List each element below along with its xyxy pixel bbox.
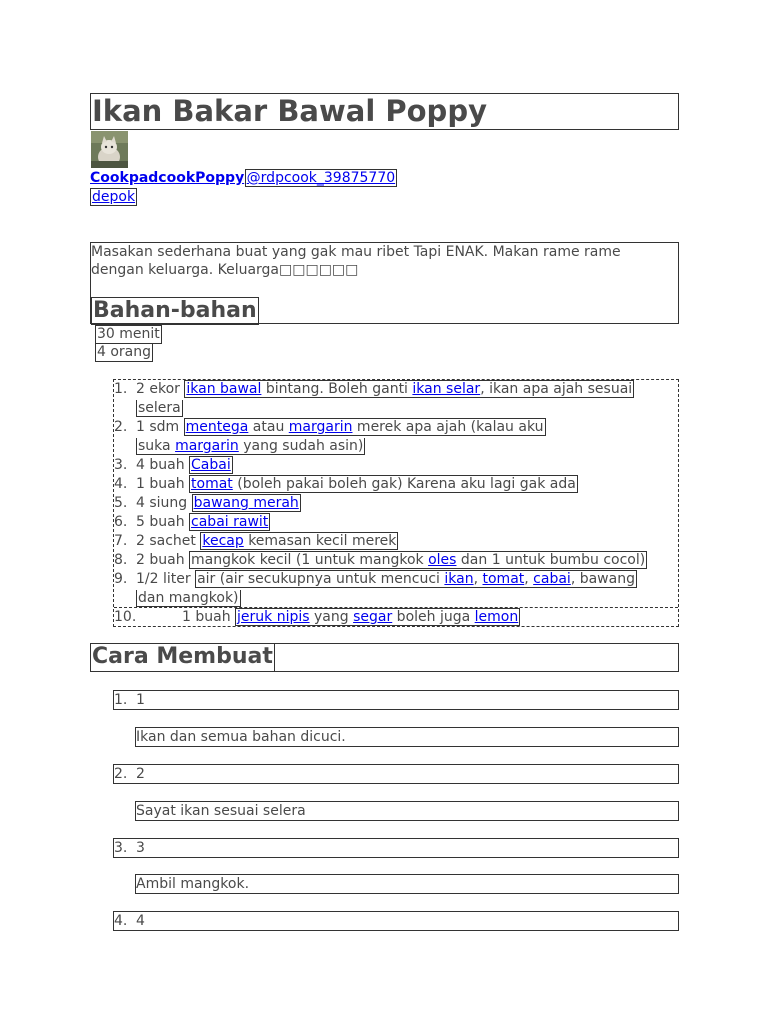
description-line-1: Masakan sederhana buat yang gak mau ribet Tapi ENAK. Makan rame rame bbox=[91, 244, 621, 260]
recipe-title: Ikan Bakar Bawal Poppy bbox=[90, 93, 679, 130]
ingredient-text: 2 sachet kecap kemasan kecil merek bbox=[136, 533, 397, 549]
ingredient-number: 1. bbox=[114, 381, 128, 397]
ingredient-link[interactable]: mentega bbox=[185, 419, 249, 435]
steps-heading bbox=[90, 643, 679, 672]
location-link[interactable] bbox=[90, 188, 137, 206]
step-index: 4 bbox=[136, 913, 145, 929]
step-number-row bbox=[113, 911, 679, 931]
ingredient-link[interactable]: lemon bbox=[474, 609, 519, 625]
step-index: 3 bbox=[136, 840, 145, 856]
author-location bbox=[90, 188, 137, 206]
description-line-2: dengan keluarga. Keluarga□□□□□□ bbox=[91, 262, 359, 278]
ingredient-number: 9. bbox=[114, 571, 128, 587]
ingredient-text-cont: suka margarin yang sudah asin) bbox=[138, 438, 364, 454]
ingredient-text: 4 buah Cabai bbox=[136, 457, 231, 473]
ingredient-link[interactable]: tomat bbox=[191, 476, 233, 492]
ingredient-link[interactable]: cabai rawit bbox=[191, 514, 269, 530]
ingredient-link[interactable]: cabai bbox=[533, 571, 571, 587]
location-label: depok bbox=[92, 189, 136, 205]
servings: 4 orang bbox=[97, 344, 152, 360]
author-line bbox=[90, 169, 397, 187]
ingredient-text: 1 buah tomat (boleh pakai boleh gak) Karena aku lagi gak ada bbox=[136, 476, 576, 492]
ingredient-number: 5. bbox=[114, 495, 128, 511]
ingredient-link[interactable]: ikan selar bbox=[412, 381, 481, 397]
step-number: 1. bbox=[114, 692, 128, 708]
ingredient-link[interactable]: tomat bbox=[482, 571, 525, 587]
ingredient-text-cont: selera bbox=[138, 400, 181, 416]
step-index: 1 bbox=[136, 692, 145, 708]
ingredient-number: 6. bbox=[114, 514, 128, 530]
ingredient-number: 3. bbox=[114, 457, 128, 473]
ingredient-text-cont: dan mangkok) bbox=[138, 590, 239, 606]
ingredient-link[interactable]: kecap bbox=[202, 533, 244, 549]
ingredient-text: 2 ekor ikan bawal bintang. Boleh ganti ikan selar, ikan apa ajah sesuai bbox=[136, 381, 633, 397]
description-section bbox=[90, 242, 679, 324]
ingredient-number: 8. bbox=[114, 552, 128, 568]
steps-heading-label: Cara Membuat bbox=[92, 644, 273, 669]
step-number-row bbox=[113, 764, 679, 784]
step-number-row bbox=[113, 690, 679, 710]
ingredient-text: 1/2 liter air (air secukupnya untuk mencuci ikan, tomat, cabai, bawang bbox=[136, 571, 635, 587]
ingredient-number: 2. bbox=[114, 419, 128, 435]
ingredients-heading: Bahan-bahan bbox=[93, 298, 257, 323]
author-avatar[interactable] bbox=[91, 131, 128, 168]
author-name-link[interactable]: CookpadcookPoppy bbox=[90, 170, 245, 186]
step-number: 3. bbox=[114, 840, 128, 856]
ingredient-link[interactable]: segar bbox=[353, 609, 393, 625]
ingredient-link[interactable]: ikan bawal bbox=[186, 381, 262, 397]
ingredient-link[interactable]: margarin bbox=[175, 438, 239, 454]
ingredient-number: 10. bbox=[114, 609, 137, 625]
step-text: Sayat ikan sesuai selera bbox=[135, 801, 679, 821]
ingredients-list bbox=[113, 379, 679, 627]
step-index: 2 bbox=[136, 766, 145, 782]
step-number: 4. bbox=[114, 913, 128, 929]
recipe-description bbox=[91, 243, 671, 279]
ingredient-link[interactable]: bawang merah bbox=[193, 495, 299, 511]
author-handle-link[interactable]: @rdpcook_39875770 bbox=[246, 170, 396, 186]
ingredient-link[interactable]: oles bbox=[428, 552, 457, 568]
ingredient-text: 5 buah cabai rawit bbox=[136, 514, 269, 530]
ingredient-link[interactable]: ikan bbox=[444, 571, 474, 587]
ingredient-link[interactable]: margarin bbox=[288, 419, 353, 435]
ingredient-link[interactable]: jeruk nipis bbox=[237, 609, 310, 625]
ingredient-item bbox=[114, 607, 678, 625]
ingredient-text: 2 buah mangkok kecil (1 untuk mangkok oles dan 1 untuk bumbu cocol) bbox=[136, 552, 646, 568]
step-number: 2. bbox=[114, 766, 128, 782]
ingredient-text: 1 sdm mentega atau margarin merek apa ajah (kalau aku bbox=[136, 419, 544, 435]
step-number-row bbox=[113, 838, 679, 858]
step-text: Ikan dan semua bahan dicuci. bbox=[135, 727, 679, 747]
cooking-time: 30 menit bbox=[97, 326, 160, 342]
step-text: Ambil mangkok. bbox=[135, 874, 679, 894]
ingredient-text: 1 buah jeruk nipis yang segar boleh juga lemon bbox=[182, 609, 519, 625]
ingredient-number: 4. bbox=[114, 476, 128, 492]
ingredient-text: 4 siung bawang merah bbox=[136, 495, 299, 511]
ingredient-link[interactable]: Cabai bbox=[191, 457, 231, 473]
ingredient-number: 7. bbox=[114, 533, 128, 549]
